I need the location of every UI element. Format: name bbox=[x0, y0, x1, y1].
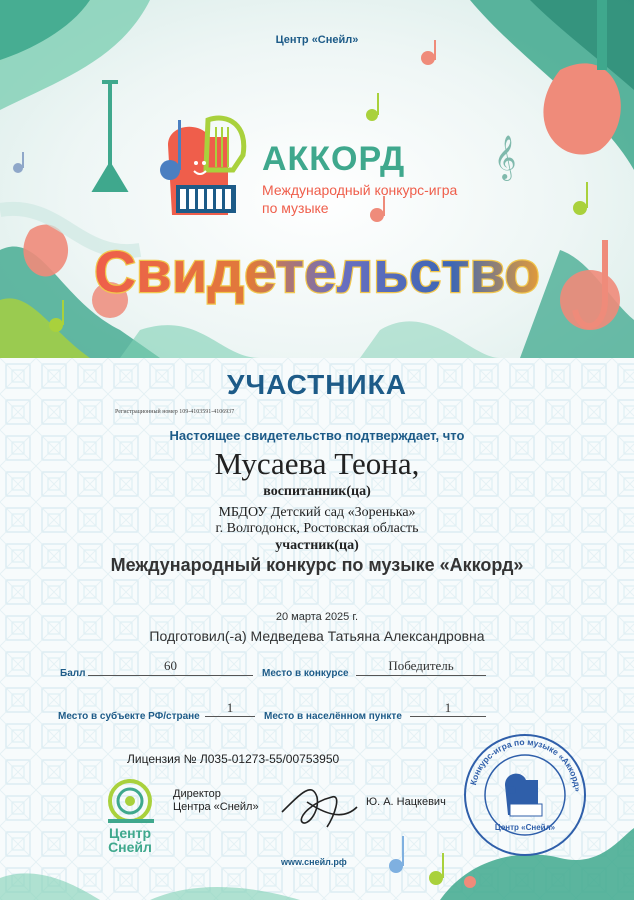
header-banner bbox=[0, 0, 634, 358]
director-name: Ю. А. Нацкевич bbox=[366, 796, 446, 808]
website-link[interactable]: www.снейл.рф bbox=[281, 857, 347, 867]
location: г. Волгодонск, Ростовская область bbox=[215, 521, 419, 536]
participant-name: Мусаева Теона, bbox=[214, 446, 420, 481]
confirm-text: Настоящее свидетельство подтверждает, что bbox=[169, 428, 465, 443]
certificate-subtitle: УЧАСТНИКА bbox=[227, 369, 407, 400]
score-value: 60 bbox=[164, 658, 177, 673]
accord-logo bbox=[158, 115, 258, 217]
score-underline bbox=[88, 675, 253, 676]
institution: МБДОУ Детский сад «Зоренька» bbox=[218, 505, 416, 520]
region-value: 1 bbox=[226, 700, 234, 715]
participant-role: воспитанник(ца) bbox=[263, 484, 371, 499]
participant-status: участник(ца) bbox=[275, 538, 359, 553]
city-value: 1 bbox=[444, 700, 452, 715]
place-underline bbox=[356, 675, 486, 676]
director-line1: Директор bbox=[173, 788, 221, 800]
director-title bbox=[173, 788, 259, 814]
svg-text:𝄞: 𝄞 bbox=[494, 135, 517, 179]
brand-name: АККОРД bbox=[262, 140, 406, 178]
prepared-by: Подготовил(-а) Медведева Татьяна Александровна bbox=[149, 628, 485, 644]
snail-logo-text bbox=[104, 826, 156, 854]
title-graphic bbox=[0, 232, 634, 312]
contest-name: Международный конкурс по музыке «Аккорд» bbox=[110, 555, 524, 575]
place-label: Место в конкурсе bbox=[262, 668, 349, 679]
certificate-date: 20 марта 2025 г. bbox=[275, 611, 359, 623]
org-name: Центр «Снейл» bbox=[275, 34, 359, 46]
contest-stamp bbox=[460, 730, 590, 860]
city-underline bbox=[410, 716, 486, 717]
logo-text-line1: Центр bbox=[108, 825, 152, 841]
city-label: Место в населённом пункте bbox=[264, 711, 402, 722]
brand-subtitle bbox=[262, 181, 457, 217]
registration-number: Регистрационный номер 109-4103591-4106937 bbox=[115, 409, 235, 415]
certificate-title: Свидетельство bbox=[94, 240, 540, 305]
signature-image bbox=[272, 772, 362, 842]
logo-text-line2: Снейл bbox=[108, 839, 152, 855]
score-label: Балл bbox=[60, 668, 86, 679]
region-label: Место в субъекте РФ/стране bbox=[58, 711, 200, 722]
brand-subtitle-line2: по музыке bbox=[262, 200, 329, 216]
snail-logo-icon bbox=[106, 777, 158, 825]
brand-subtitle-line1: Международный конкурс-игра bbox=[262, 182, 458, 198]
stamp-bottom-text: Центр «Снейл» bbox=[494, 823, 556, 832]
director-line2: Центра «Снейл» bbox=[173, 801, 259, 813]
license-number: Лицензия № Л035-01273-55/00753950 bbox=[127, 752, 340, 766]
stamp-text: Конкурс-игра по музыке «Аккорд» bbox=[468, 736, 583, 793]
place-value: Победитель bbox=[388, 658, 454, 673]
region-underline bbox=[205, 716, 255, 717]
